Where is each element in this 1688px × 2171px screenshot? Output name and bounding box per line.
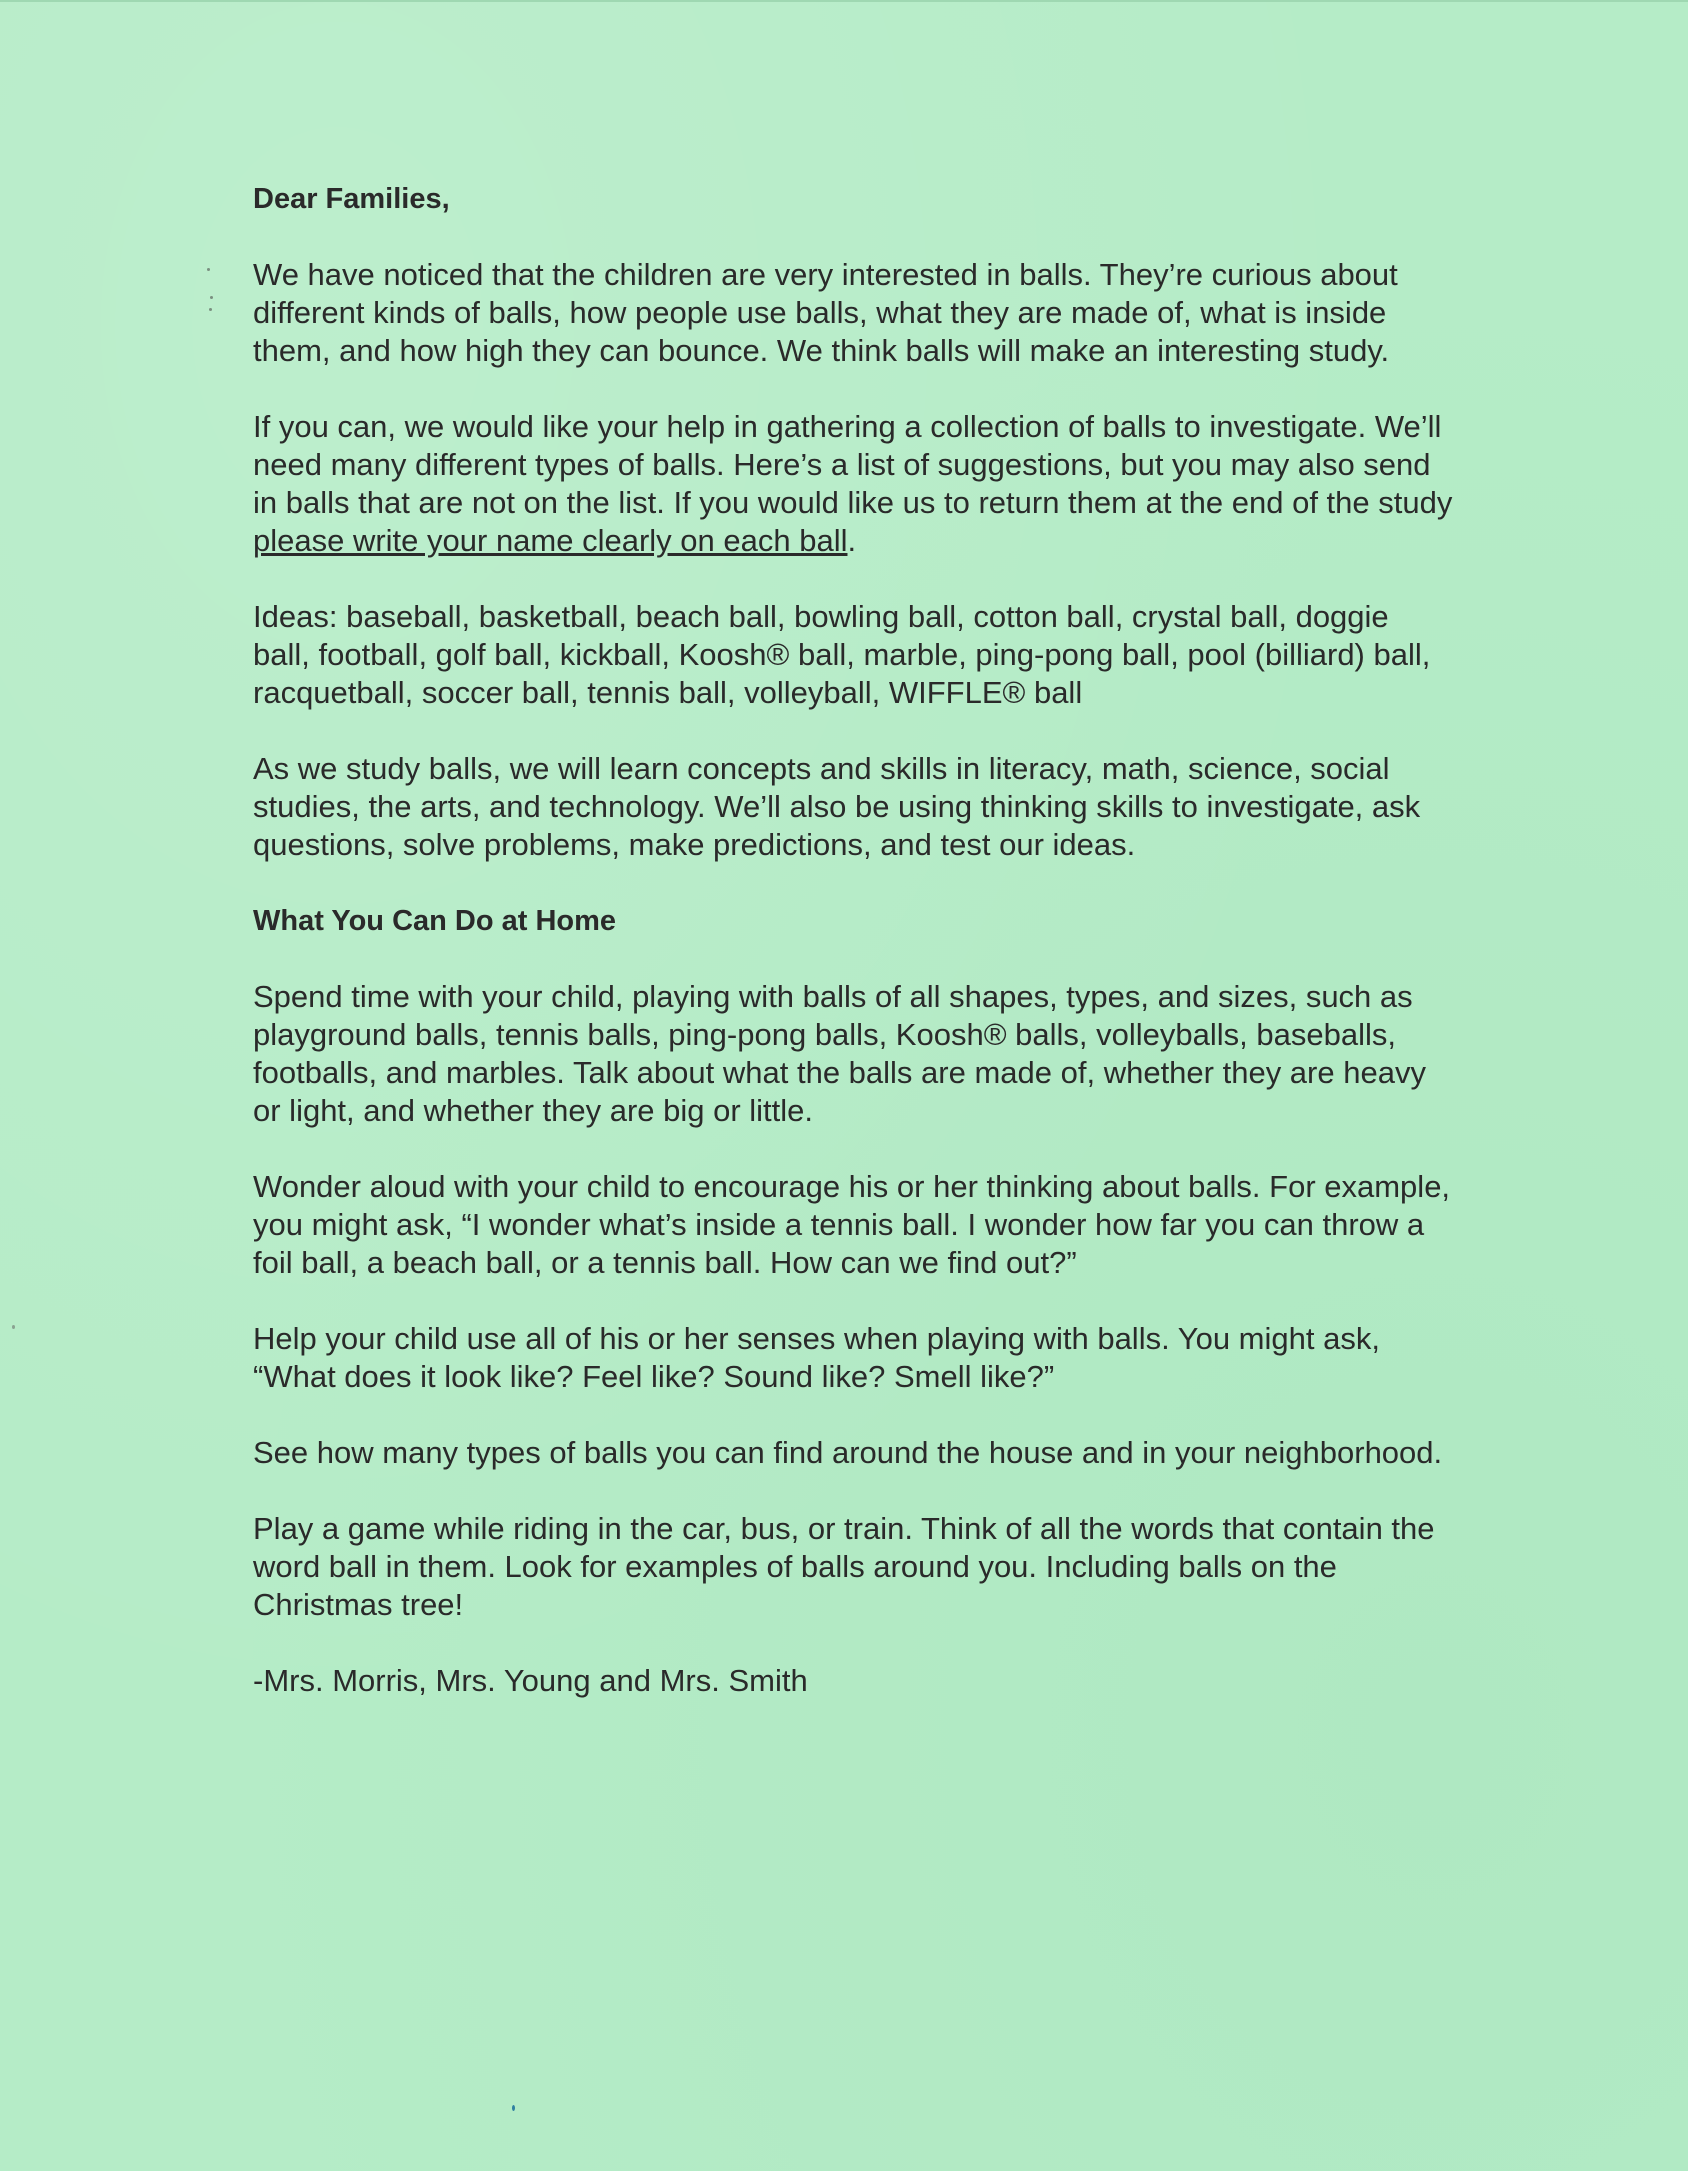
ideas-paragraph (253, 598, 1453, 712)
home-paragraph: Help your child use all of his or her senses when playing with balls. You might ask, “What does it look like? Feel like? Sound like? Smell like?” (253, 1321, 1380, 1394)
speck (512, 2105, 515, 2111)
home-paragraph: See how many types of balls you can find around the house and in your neighborhood. (253, 1435, 1443, 1470)
home-paragraph: Wonder aloud with your child to encourage his or her thinking about balls. For example, you might ask, “I wonder what’s inside a tennis ball. I wonder how far you can throw a foil ball, a beach ball, or a tennis ball. How can we find out?” (253, 1169, 1451, 1280)
home-paragraph: Play a game while riding in the car, bus, or train. Think of all the words that contain the word ball in them. Look for examples of balls around you. Including balls on the Christmas tree! (253, 1511, 1435, 1622)
name-instruction: please write your name clearly on each ball (253, 523, 848, 558)
help-request-text: If you can, we would like your help in gathering a collection of balls to investigate. We’ll need many different types of balls. Here’s a list of suggestions, but you may also send in balls that are not on the list. If you would like us to return them at the end of the study (253, 409, 1453, 520)
ideas-label: Ideas: (253, 599, 338, 634)
paper-top-edge (0, 0, 1688, 2)
intro-paragraph: We have noticed that the children are very interested in balls. They’re curious about different kinds of balls, how people use balls, what they are made of, what is inside them, and how high they can bounce. We think balls will make an interesting study. (253, 257, 1398, 368)
signature: -Mrs. Morris, Mrs. Young and Mrs. Smith (253, 1663, 808, 1698)
speck (207, 268, 210, 271)
home-heading: What You Can Do at Home (253, 905, 617, 937)
home-paragraph: Spend time with your child, playing with balls of all shapes, types, and sizes, such as playground balls, tennis balls, ping-pong balls, Koosh® balls, volleyballs, baseballs, footballs, and marbles. Talk about what the balls are made of, whether they are heavy or light, and whether they are big or little. (253, 979, 1426, 1128)
letter (253, 180, 1453, 1738)
speck (209, 308, 212, 311)
ideas-list: baseball, basketball, beach ball, bowling ball, cotton ball, crystal ball, doggie ball, football, golf ball, kickball, Koosh® ball, marble, ping-pong ball, pool (billiard) ball, racquetball, soccer ball, tennis ball, volleyball, WIFFLE® ball (253, 599, 1431, 710)
greeting: Dear Families, (253, 183, 450, 215)
speck (12, 1325, 15, 1329)
help-request-paragraph (253, 408, 1453, 560)
speck (210, 296, 213, 299)
help-request-end: . (847, 523, 857, 558)
concepts-paragraph: As we study balls, we will learn concepts and skills in literacy, math, science, social studies, the arts, and technology. We’ll also be using thinking skills to investigate, ask questions, solve problems, make predictions, and test our ideas. (253, 751, 1421, 862)
